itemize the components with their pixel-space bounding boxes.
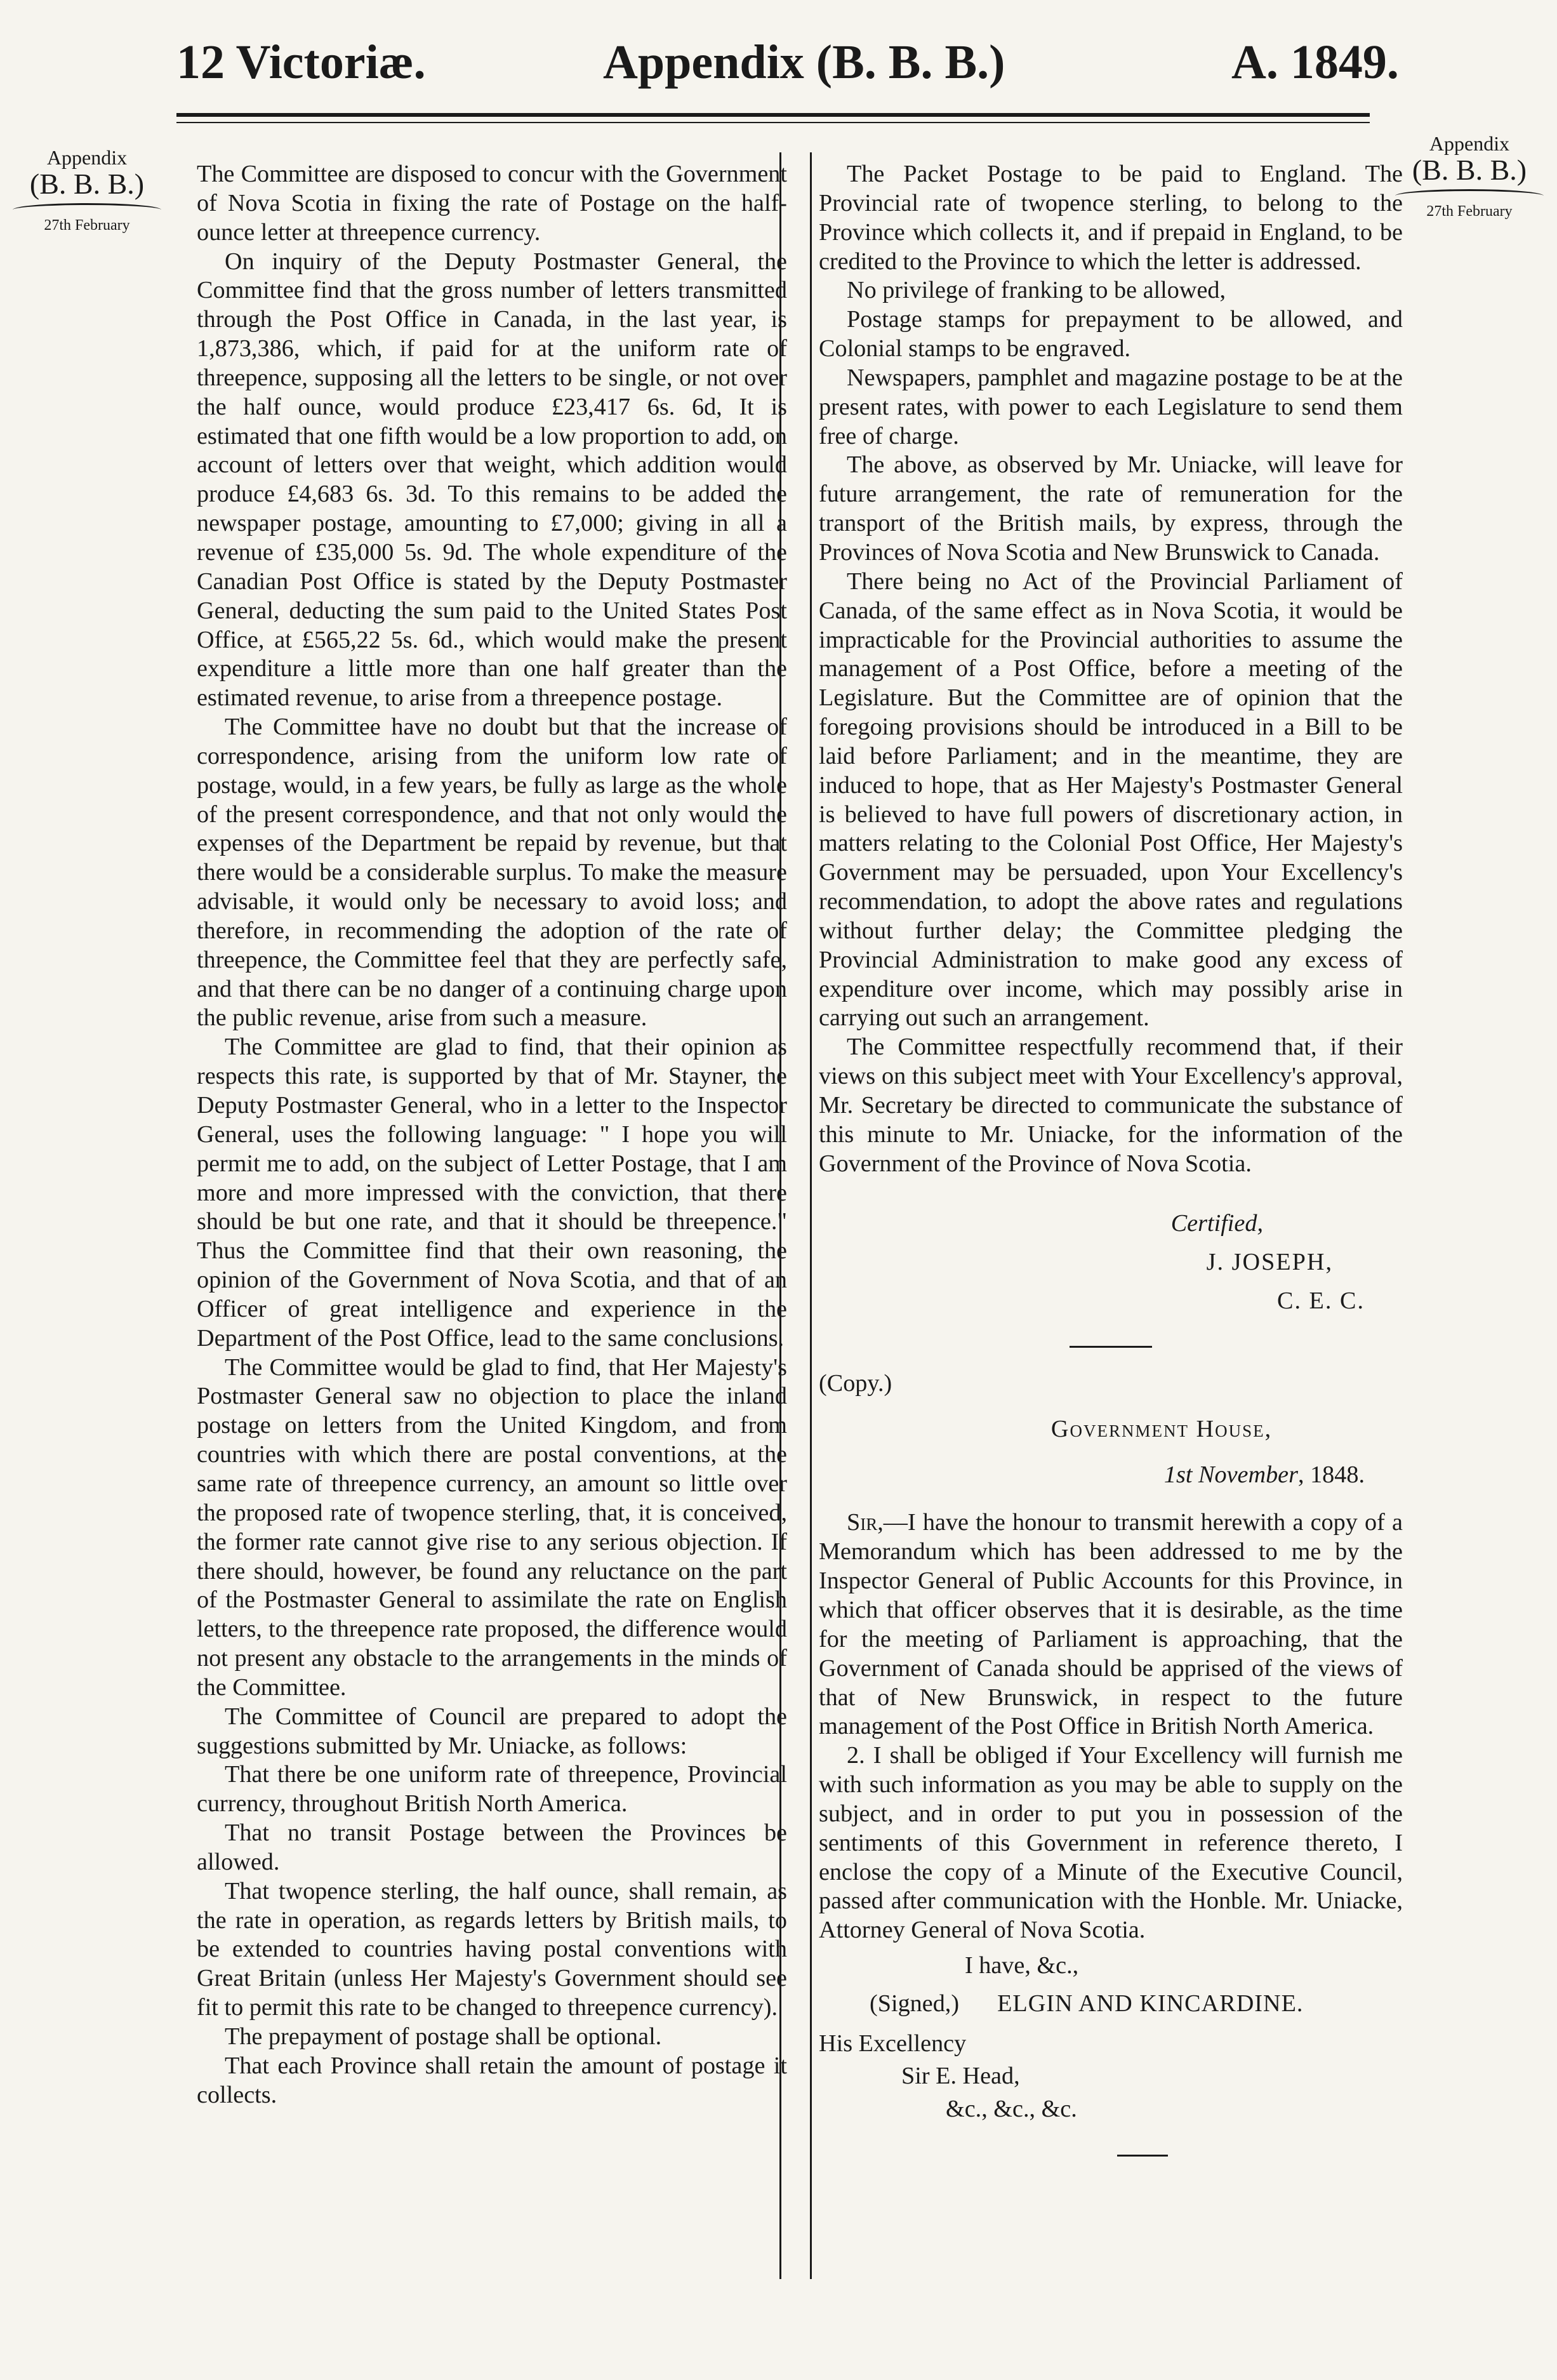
section-divider [1070,1346,1152,1348]
letter-salutation: Sir, [847,1509,884,1536]
letter-date [819,1461,1403,1490]
paragraph: That twopence sterling, the half ounce, shall remain, as the rate in operation, as regards letters by British mails, to be extended to countries having postal conventions with Great Britain (unless Her Majesty's Government should see fit to permit this rate to be changed to threepence currency). [197,1877,787,2021]
right-column [819,160,1403,2157]
certifier-name: J. JOSEPH, [1206,1248,1333,1275]
header-rule-thin [176,122,1370,123]
paragraph: That there be one uniform rate of threepence, Provincial currency, throughout British North America. [197,1761,787,1818]
paragraph: The Committee would be glad to find, that Her Majesty's Postmaster General saw no objection to place the inland postage on letters from the United Kingdom, and from countries with which there are postal conventions, at the same rate of threepence currency, an amount so little over the proposed rate of twopence sterling, that, it is conceived, the former rate cannot give rise to any serious objection. If there should, however, be found any reluctance on the part of the Postmaster General to assimilate the rate on English letters, to the threepence rate proposed, the difference would not present any obstacle to the arrangements in the minds of the Committee. [197,1353,787,1701]
end-divider [1117,2155,1168,2157]
addressee-line: Sir E. Head, [901,2063,1020,2090]
column-divider-right [810,152,812,2279]
margin-note-right [1390,133,1549,220]
paragraph: The prepayment of postage shall be optional. [225,2023,662,2050]
letter-signature [819,1990,1403,2019]
margin-appendix-code: (B. B. B.) [29,167,145,200]
letter-date-year: , 1848. [1297,1461,1365,1488]
certified-label: Certified, [1170,1209,1263,1237]
letter-paragraph-1 [819,1508,1403,1741]
left-column [197,160,787,2110]
paragraph: The Committee are disposed to concur with the Government of Nova Scotia in fixing the rate of Postage on the half-ounce letter at threepence currency. [197,161,787,246]
margin-brace [1395,189,1544,203]
certifier-title: C. E. C. [1276,1287,1365,1314]
header-session: 12 Victoriæ. [176,36,426,89]
paragraph: The Committee are glad to find, that their opinion as respects this rate, is supported by that of Mr. Stayner, the Deputy Postmaster General, who in a letter to the Inspector General, uses the following language: " I hope you will permit me to add, on the subject of Letter Postage, that I am more and more impressed with the conviction, that there should be but one rate, and that it should be threepence." Thus the Committee find that their own reasoning, the opinion of the Government of Nova Scotia, and that of an Officer of great intelligence and experience in the Department of the Post Office, lead to the same conclusions. [197,1034,787,1352]
paragraph: No privilege of franking to be allowed, [847,277,1226,304]
certification-block [819,1204,1403,1320]
paragraph: Postage stamps for prepayment to be allowed, and Colonial stamps to be engraved. [819,306,1403,362]
paragraph: That no transit Postage between the Provinces be allowed. [197,1819,787,1875]
letter-paragraph-1-text: —I have the honour to transmit herewith a copy of a Memorandum which has been addressed to me by the Inspector General of Public Accounts for this Province, in which that officer observes that it is desirable, as the time for the meeting of Parliament is approaching, that the Government of Canada should be apprised of the views of that of New Brunswick, in respect to the future management of the Post Office in British North America. [819,1509,1403,1740]
paragraph: The Committee of Council are prepared to adopt the suggestions submitted by Mr. Uniacke, as follows: [197,1703,787,1759]
paragraph: There being no Act of the Provincial Parliament of Canada, of the same effect as in Nova Scotia, it would be impracticable for the Provincial authorities to assume the management of a Post Office, before a meeting of the Legislature. But the Committee are of opinion that the foregoing provisions should be introduced in a Bill to be laid before Parliament; and in the meantime, they are induced to hope, that as Her Majesty's Postmaster General is believed to have full powers of discretionary action, in matters relating to the Colonial Post Office, Her Majesty's Government may be persuaded, upon Your Excellency's recommendation, to adopt the above rates and regulations without further delay; the Committee pledging the Provincial Administration to make good any excess of expenditure over income, which may possibly arise in carrying out such an arrangement. [819,568,1403,1032]
paragraph: Newspapers, pamphlet and magazine postage to be at the present rates, with power to each Legislature to send them free of charge. [819,364,1403,449]
paragraph: On inquiry of the Deputy Postmaster General, the Committee find that the gross number of letters transmitted through the Post Office in Canada, in the last year, is 1,873,386, which, if paid for at the uniform rate of threepence, supposing all the letters to be single, or not over the half ounce, would produce £23,417 6s. 6d, It is estimated that one fifth would be a low proportion to add, on account of letters over that weight, which addition would produce £4,683 6s. 3d. To this remains to be added the newspaper postage, amounting to £7,000; giving in all a revenue of £35,000 5s. 9d. The whole expenditure of the Canadian Post Office is stated by the Deputy Postmaster General, deducting the sum paid to the United States Post Office, at £565,22 5s. 6d., which would make the present expenditure a little more than one half greater than the estimated revenue, to arise from a threepence postage. [197,248,787,712]
letter-closing: I have, &c., [965,1952,1079,1979]
paragraph: The above, as observed by Mr. Uniacke, will leave for future arrangement, the rate of remuneration for the transport of the British mails, by express, through the Provinces of Nova Scotia and New Brunswick to Canada. [819,451,1403,566]
margin-appendix-code: (B. B. B.) [1412,153,1527,186]
addressee-line: His Excellency [819,2030,967,2057]
addressee-line: &c., &c., &c. [946,2095,1077,2122]
letter-place: Government House, [1050,1415,1273,1442]
margin-date: 27th February [44,216,130,234]
margin-appendix-label: Appendix [1429,132,1510,155]
signed-label: (Signed,) [870,1990,960,2017]
header-appendix-title: Appendix (B. B. B.) [603,36,1005,89]
paragraph: That each Province shall retain the amount of postage it collects. [197,2052,787,2108]
margin-date: 27th February [1426,203,1513,220]
addressee-block [819,2028,1403,2126]
margin-brace [13,203,161,216]
letter-date-day: 1st November [1163,1461,1298,1488]
header-year: A. 1849. [1231,36,1399,89]
letter-paragraph-2: 2. I shall be obliged if Your Excellency will furnish me with such information as you may be able to supply on the subject, and in order to put you in possession of the sentiments of this Government in reference thereto, I enclose the copy of a Minute of the Executive Council, passed after communication with the Honble. Mr. Uniacke, Attorney General of Nova Scotia. [819,1742,1403,1944]
signer-name: ELGIN AND KINCARDINE. [997,1990,1304,2017]
paragraph: The Committee have no doubt but that the increase of correspondence, arising from the uniform low rate of postage, would, in a few years, be fully as large as the whole of the present correspondence, and that not only would the expenses of the Department be repaid by revenue, but that there would be a considerable surplus. To make the measure advisable, it would only be necessary to avoid loss; and therefore, in recommending the adoption of the rate of threepence, the Committee feel that they are perfectly safe, and that there can be no danger of a continuing charge upon the public revenue, arise from such a measure. [197,714,787,1032]
paragraph: The Packet Postage to be paid to England. The Provincial rate of twopence sterling, to belong to the Province which collects it, and if prepaid in England, to be credited to the Province to which the letter is addressed. [819,161,1403,275]
margin-appendix-label: Appendix [46,146,128,169]
margin-note-left [8,147,166,234]
paragraph: The Committee respectfully recommend that, if their views on this subject meet with Your Excellency's approval, Mr. Secretary be directed to communicate the substance of this minute to Mr. Uniacke, for the information of the Government of the Province of Nova Scotia. [819,1034,1403,1177]
header-rule-thick [176,113,1370,117]
copy-label: (Copy.) [819,1369,892,1397]
